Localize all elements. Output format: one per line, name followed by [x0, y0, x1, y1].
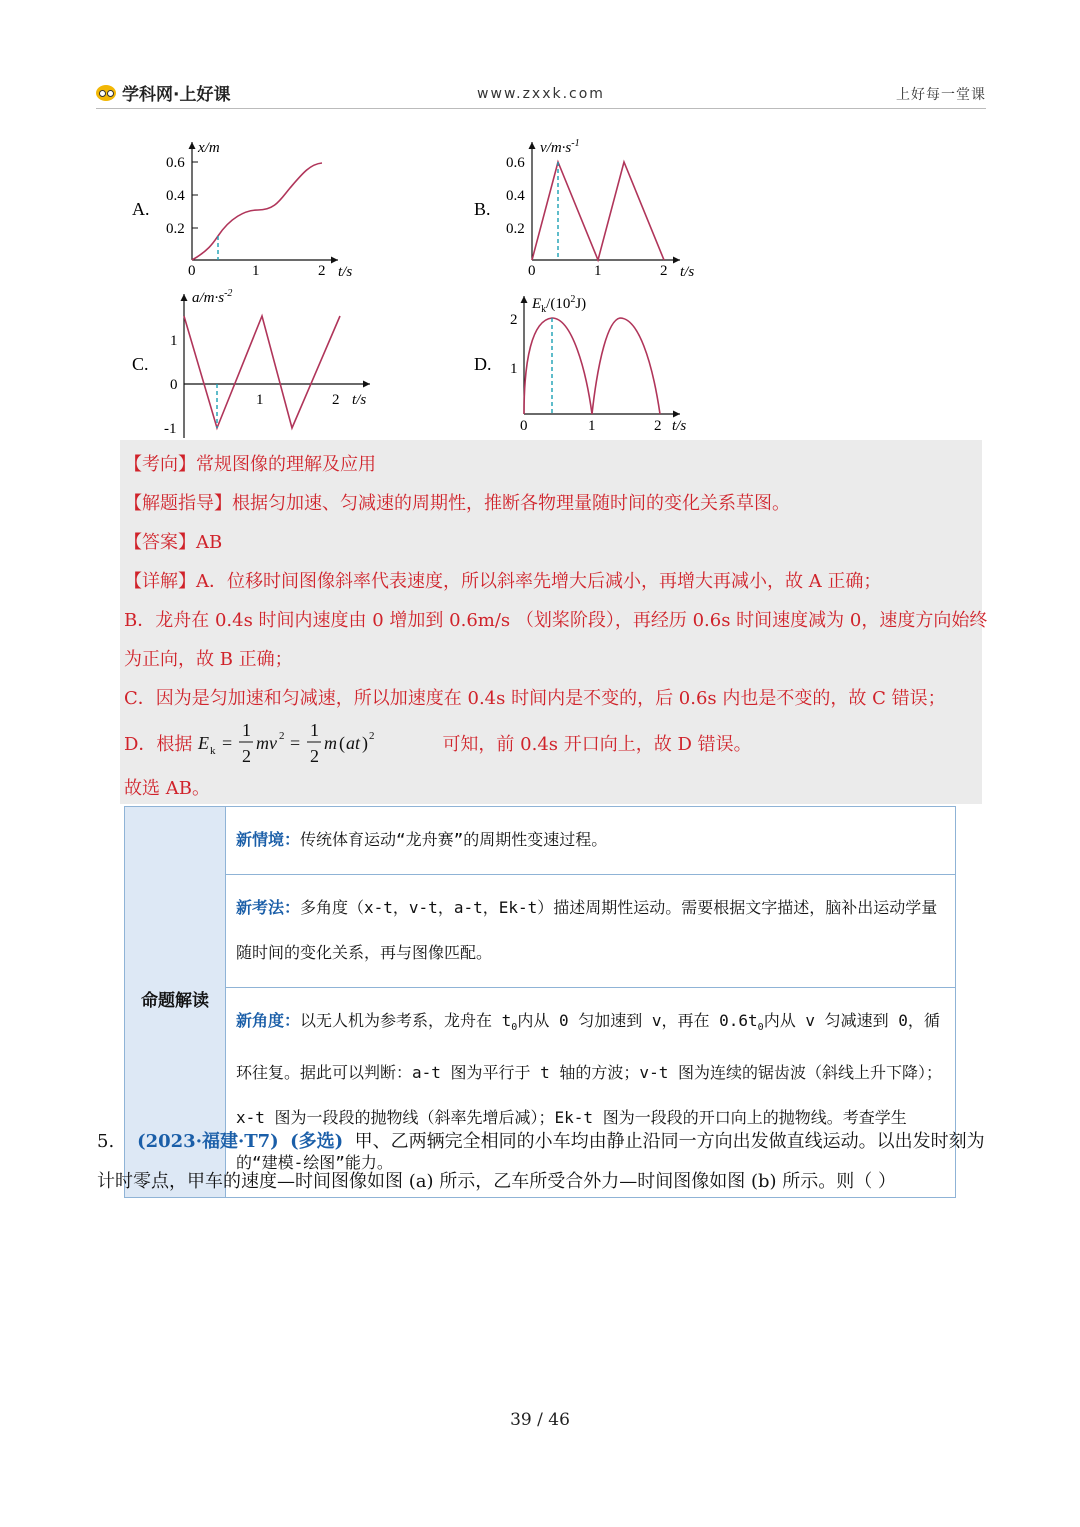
answer-line: 【答案】AB	[124, 532, 223, 553]
chart-d-curve-2	[592, 318, 660, 414]
chart-a-ytick: 0.2	[166, 221, 185, 237]
chart-c	[132, 288, 370, 438]
svg-text:2: 2	[369, 730, 375, 742]
row-text: 内从 v 匀减速到 0，循环往复。据此可以判断：a-t 图为平行于 t 轴的方波；v-t 图为连续的锯齿波（斜线上升下降）；x-t 图为一段段的抛物线（斜率先增后减）；Ek-t 图为一段段的开口向上的抛物线。考查学生的“建模-绘图”能力。	[236, 1011, 942, 1173]
row-label: 新角度：	[236, 1011, 301, 1030]
page-number: 39 / 46	[510, 1410, 570, 1430]
svg-text:mv: mv	[256, 733, 278, 753]
table-row	[125, 875, 956, 988]
chart-a-ytick: 0.6	[166, 155, 185, 171]
detail-b-line: B．龙舟在 0.4s 时间内速度由 0 增加到 0.6m/s （划桨阶段），再经历 0.6s 时间速度减为 0，速度方向始终	[124, 610, 988, 631]
logo-text: 学科网·上好课	[122, 85, 231, 105]
site-url: www.zxxk.com	[477, 86, 605, 102]
chart-c-xtick: 1	[256, 392, 264, 408]
row-label: 新考法：	[236, 898, 301, 917]
row-text: 内从 0 匀加速到 v，再在 0.6t	[517, 1011, 758, 1030]
question-number: 5.	[97, 1131, 115, 1152]
chart-b-ytick: 0.2	[506, 221, 525, 237]
svg-text:(: (	[339, 733, 346, 753]
option-c-label: C.	[132, 354, 149, 374]
option-a-label: A.	[132, 199, 150, 219]
row-text: 以无人机为参考系，龙舟在 t	[300, 1011, 512, 1030]
svg-text:1: 1	[242, 720, 252, 740]
chart-b-xtick: 2	[660, 263, 668, 279]
detail-d-prefix: D．根据	[124, 734, 193, 755]
chart-d-ytick: 2	[510, 312, 518, 328]
chart-b-line	[532, 162, 664, 260]
chart-a-curve	[192, 163, 322, 260]
chart-d	[474, 294, 686, 434]
chart-a-ylabel: x/m	[198, 140, 220, 156]
chart-d-xtick: 2	[654, 418, 662, 434]
chart-c-ytick: 1	[170, 333, 178, 349]
svg-text:m: m	[324, 733, 338, 753]
svg-text:k: k	[210, 745, 216, 757]
detail-c-line: C．因为是匀加速和匀减速，所以加速度在 0.4s 时间内是不变的，后 0.6s 内也是不变的，故 C 错误；	[124, 688, 946, 709]
svg-text:2: 2	[310, 746, 320, 766]
detail-b-line-2: 为正向，故 B 正确；	[124, 649, 293, 670]
svg-text:1: 1	[310, 720, 320, 740]
chart-b-ytick: 0.4	[506, 188, 525, 204]
chart-d-ylabel: $E_k/(10^2J)$	[532, 294, 587, 315]
chart-b-ytick: 0.6	[506, 155, 525, 171]
row-text-sub: 0	[511, 1022, 518, 1034]
conclusion-line: 故选 AB。	[124, 778, 210, 799]
question-source: (2023·福建·T7)	[137, 1131, 279, 1152]
kinetic-energy-formula	[196, 718, 438, 768]
table-row	[125, 807, 956, 875]
chart-d-ytick: 1	[510, 361, 518, 377]
chart-b-xtick: 1	[594, 263, 602, 279]
svg-text:at: at	[346, 733, 361, 753]
mingti-header: 命题解读	[125, 807, 226, 1198]
chart-d-xlabel: t/s	[672, 418, 687, 434]
detail-a-line: 【详解】A．位移时间图像斜率代表速度，所以斜率先增大后减小，再增大再减小，故 A 正确；	[124, 571, 882, 592]
question-5	[97, 1122, 987, 1202]
svg-text:E: E	[198, 733, 210, 753]
chart-a	[132, 140, 352, 280]
table-cell	[226, 807, 956, 875]
option-b-label: B.	[474, 199, 491, 219]
chart-a-xtick: 2	[318, 263, 326, 279]
slogan: 上好每一堂课	[896, 87, 986, 103]
table-cell	[226, 875, 956, 988]
chart-c-line	[184, 316, 340, 428]
question-text: 甲、乙两辆完全相同的小车均由静止沿同一方向出发做直线运动。以出发时刻为计时零点，甲车的速度—时间图像如图 (a) 所示，乙车所受合外力—时间图像如图 (b) 所示。则（ ）	[97, 1131, 985, 1192]
row-text: 传统体育运动“龙舟赛”的周期性变速过程。	[300, 830, 608, 849]
chart-c-ytick: 0	[170, 377, 178, 393]
chart-b-xlabel: t/s	[680, 264, 695, 280]
svg-text:=: =	[222, 733, 233, 753]
chart-b	[474, 138, 694, 280]
detail-d-suffix: 可知，前 0.4s 开口向上，故 D 错误。	[442, 734, 752, 755]
svg-text:2: 2	[279, 730, 285, 742]
chart-c-ylabel: $a/m\cdot s^{-2}$	[192, 288, 233, 306]
chart-c-xtick: 2	[332, 392, 340, 408]
row-label: 新情境：	[236, 830, 301, 849]
chart-d-xtick: 0	[520, 418, 528, 434]
kaoxiang-line: 【考向】常规图像的理解及应用	[124, 454, 376, 475]
chart-c-ytick: -1	[164, 421, 177, 437]
chart-a-xtick: 0	[188, 263, 196, 279]
svg-text:): )	[362, 733, 369, 753]
svg-text:2: 2	[242, 746, 252, 766]
row-text-sub: 0	[757, 1022, 764, 1034]
chart-a-xlabel: t/s	[338, 264, 353, 280]
detail-d-line	[124, 718, 752, 768]
option-d-label: D.	[474, 354, 492, 374]
page-header	[96, 78, 986, 109]
chart-c-xlabel: t/s	[352, 392, 367, 408]
svg-text:=: =	[290, 733, 301, 753]
chart-a-xtick: 1	[252, 263, 260, 279]
option-charts	[120, 130, 740, 440]
question-type: (多选)	[290, 1131, 344, 1152]
row-text: 多角度（x-t，v-t，a-t，Ek-t）描述周期性运动。需要根据文字描述，脑补出运动学量随时间的变化关系，再与图像匹配。	[236, 898, 938, 962]
chart-a-ytick: 0.4	[166, 188, 185, 204]
guidance-line: 【解题指导】根据匀加速、匀减速的周期性，推断各物理量随时间的变化关系草图。	[124, 493, 790, 514]
chart-b-ylabel: $v/m\cdot s^{-1}$	[540, 138, 580, 156]
chart-d-xtick: 1	[588, 418, 596, 434]
chart-d-curve-1	[524, 318, 592, 414]
chart-b-xtick: 0	[528, 263, 536, 279]
